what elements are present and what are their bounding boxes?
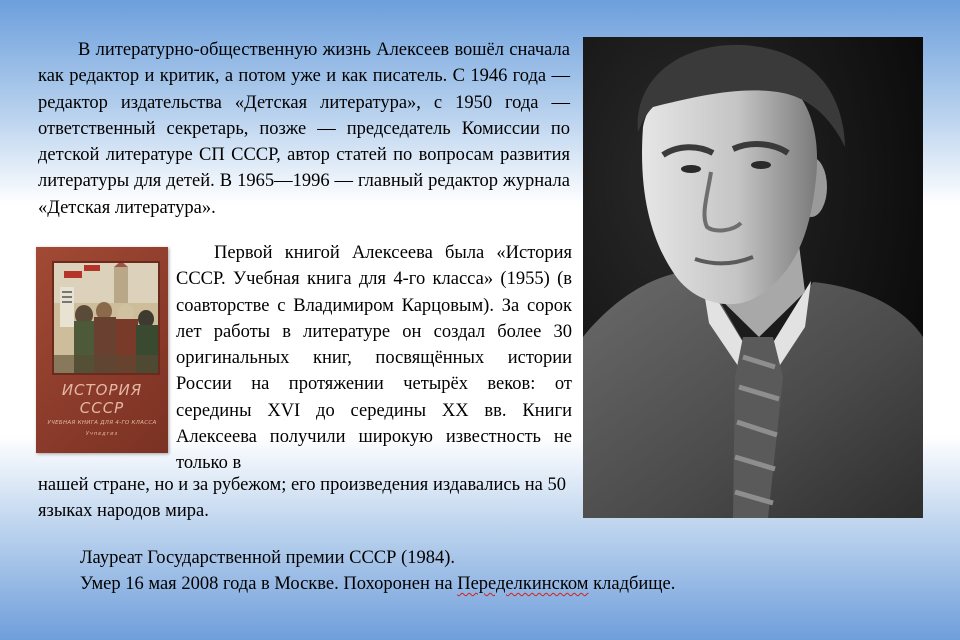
footer-death — [80, 571, 880, 597]
peredelkino-spellcheck-word: Переделкинском — [457, 574, 589, 594]
paragraph-career: В литературно-общественную жизнь Алексеев вошёл сначала как редактор и критик, а потом уже и как писатель. С 1946 года — редактор издательства «Детская литература», с 1950 года — ответственный секретарь, позже — председатель Комиссии по детской литературе СП СССР, автор статей по вопросам развития литературы для детей. В 1965—1996 — главный редактор журнала «Детская литература». — [38, 40, 570, 218]
book-title-line2: СССР — [79, 399, 125, 417]
book-title-line1: ИСТОРИЯ — [61, 381, 143, 399]
book-subtitle: УЧЕБНАЯ КНИГА ДЛЯ 4-ГО КЛАССА — [47, 420, 157, 426]
author-portrait-photo — [583, 37, 923, 518]
book-cover-image — [36, 247, 168, 453]
footer-award: Лауреат Государственной премии СССР (1984). — [80, 548, 455, 568]
paragraph-first-book: Первой книгой Алексеева была «История СССР. Учебная книга для 4-го класса» (1955) (в соавторстве с Владимиром Карцовым). За сорок лет работы в литературе он создал более 30 оригинальных книг, посвящённых истории России на протяжении четырёх веков: от середины XVI до середины XX вв. Книги Алексеева получили широкую известность не только в — [176, 243, 572, 474]
footer-death-end: кладбище. — [588, 574, 676, 594]
book-cover-illustration — [52, 261, 160, 375]
footer-death-text: Умер 16 мая 2008 года в Москве. Похоронен на — [80, 574, 458, 594]
footer-text — [80, 545, 880, 597]
paragraph-first-book-tail: нашей стране, но и за рубежом; его произведения издавались на 50 языках народов мира. — [38, 475, 566, 522]
book-publisher: Учпедгиз — [85, 431, 119, 437]
